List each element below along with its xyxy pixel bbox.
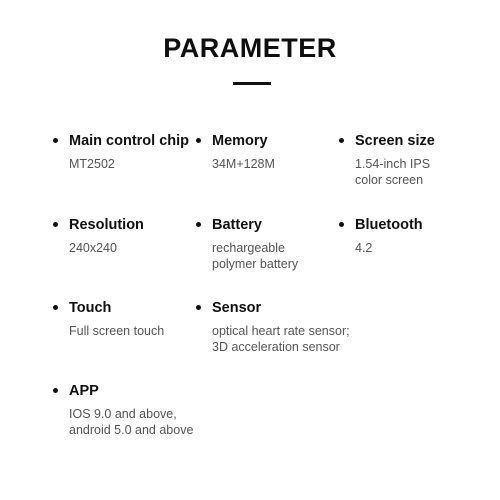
param-value-line: 1.54-inch IPS <box>355 157 431 171</box>
param-resolution <box>53 216 203 256</box>
param-app <box>53 382 223 438</box>
param-memory <box>196 132 346 172</box>
param-value <box>53 156 203 172</box>
bullet-icon <box>196 305 201 310</box>
param-touch <box>53 299 203 339</box>
param-label: Screen size <box>355 133 435 149</box>
param-label: Memory <box>212 133 268 149</box>
param-label: Main control chip <box>69 133 190 149</box>
param-value-line: MT2502 <box>69 157 115 171</box>
param-value-line: color screen <box>355 173 424 187</box>
param-value-line: rechargeable <box>212 241 285 255</box>
param-value-line: optical heart rate sensor; <box>212 324 350 338</box>
param-value-line: android 5.0 and above <box>69 423 194 437</box>
bullet-icon <box>196 222 201 227</box>
param-value <box>196 156 346 172</box>
bullet-icon <box>53 138 58 143</box>
page-title: PARAMETER <box>163 33 337 63</box>
param-label: Battery <box>212 217 262 233</box>
param-value <box>53 323 203 339</box>
param-label: APP <box>69 383 99 399</box>
param-label: Resolution <box>69 217 144 233</box>
param-value-line: 4.2 <box>355 241 373 255</box>
param-value <box>196 240 346 272</box>
param-value <box>53 406 223 438</box>
bullet-icon <box>196 138 201 143</box>
param-value <box>339 240 489 256</box>
param-label: Sensor <box>212 300 262 316</box>
param-value-line: 240x240 <box>69 241 117 255</box>
param-value <box>196 323 386 355</box>
title-underline <box>233 82 271 85</box>
bullet-icon <box>53 305 58 310</box>
bullet-icon <box>339 222 344 227</box>
param-sensor <box>196 299 386 355</box>
bullet-icon <box>339 138 344 143</box>
param-label: Touch <box>69 300 112 316</box>
param-value-line: 34M+128M <box>212 157 275 171</box>
param-main-control-chip <box>53 132 203 172</box>
param-bluetooth <box>339 216 489 256</box>
param-value-line: Full screen touch <box>69 324 165 338</box>
param-screen-size <box>339 132 489 188</box>
param-value-line: 3D acceleration sensor <box>212 340 340 354</box>
param-value <box>339 156 489 188</box>
param-value-line: IOS 9.0 and above, <box>69 407 177 421</box>
bullet-icon <box>53 388 58 393</box>
param-value-line: polymer battery <box>212 257 299 271</box>
bullet-icon <box>53 222 58 227</box>
param-value <box>53 240 203 256</box>
param-label: Bluetooth <box>355 217 423 233</box>
param-battery <box>196 216 346 272</box>
